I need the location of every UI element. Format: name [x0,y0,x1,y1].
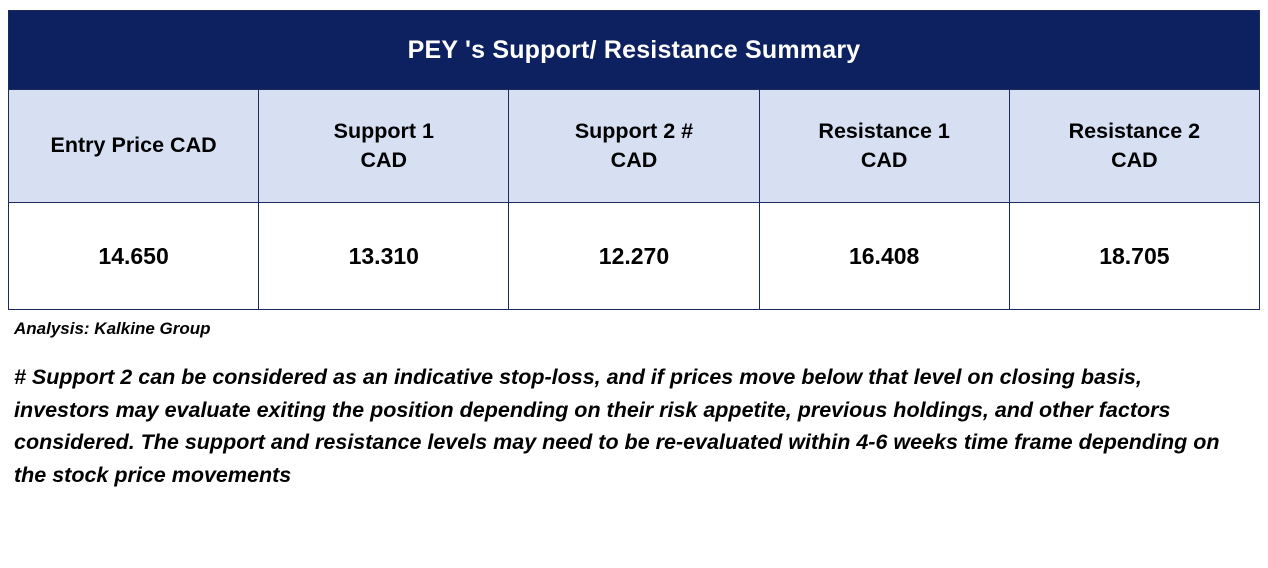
cell-entry-price: 14.650 [9,203,259,310]
column-header-resistance-2-line2: CAD [1111,148,1158,172]
cell-resistance-2: 18.705 [1009,203,1259,310]
analysis-credit: Analysis: Kalkine Group [14,319,211,338]
column-header-support-1 [259,90,509,203]
table-header-row [9,90,1260,203]
cell-resistance-1: 16.408 [759,203,1009,310]
column-header-resistance-2-line1: Resistance 2 [1068,118,1201,143]
column-header-support-1-line2: CAD [360,148,408,172]
table-title-row [9,11,1260,90]
table-title: PEY 's Support/ Resistance Summary [9,11,1260,90]
column-header-support-2-line2: CAD [610,148,658,172]
column-header-support-2-line1: Support 2 # [574,118,694,143]
cell-support-1: 13.310 [259,203,509,310]
column-header-entry-price [9,90,259,203]
column-header-support-2 [509,90,759,203]
column-header-support-1-line1: Support 1 [333,118,434,143]
cell-support-2: 12.270 [509,203,759,310]
table-row [9,203,1260,310]
column-header-resistance-1-line2: CAD [860,148,908,172]
footnote-text: # Support 2 can be considered as an indicative stop-loss, and if prices move below that level on closing basis, investors may evaluate exiting the position depending on their risk appetite, previous holdings, and other factors considered. The support and resistance levels may need to be re-evaluated within 4-6 weeks time frame depending on the stock price movements [14,365,1220,488]
column-header-entry-price-label: Entry Price CAD [50,133,217,158]
column-header-resistance-1 [759,90,1009,203]
support-resistance-table [8,10,1260,310]
column-header-resistance-2 [1009,90,1259,203]
column-header-resistance-1-line1: Resistance 1 [818,118,950,143]
